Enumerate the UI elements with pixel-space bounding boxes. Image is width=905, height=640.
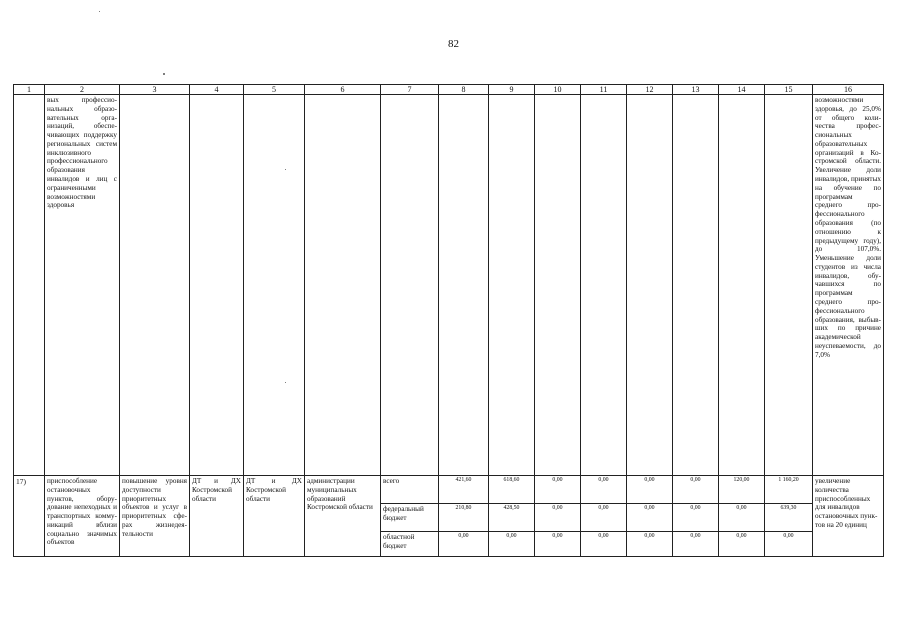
column-number: 7 <box>381 85 439 95</box>
event-description: вых профессиональных образовательных организаций, обеспечивающих поддержку региональных систем инклюзивного профессионального образования инвалидов и лиц с ограниченными возможностями здоровья <box>45 95 120 476</box>
funding-value: 0,00 <box>535 504 581 532</box>
column-number: 13 <box>673 85 719 95</box>
table-cell <box>719 95 765 476</box>
column-number-row <box>14 85 884 95</box>
funding-value: 210,80 <box>439 504 489 532</box>
funding-source: федеральный бюджет <box>381 504 439 532</box>
funding-value: 0,00 <box>439 532 489 557</box>
funding-table <box>13 84 884 557</box>
funding-value: 0,00 <box>719 532 765 557</box>
column-number: 3 <box>120 85 190 95</box>
funding-value: 0,00 <box>581 504 627 532</box>
funding-source: областной бюджет <box>381 532 439 557</box>
funding-value: 0,00 <box>489 532 535 557</box>
page-number: 82 <box>448 38 459 50</box>
column-number: 6 <box>305 85 381 95</box>
participants: администрации муниципальных образований Костромской области <box>305 476 381 557</box>
event-goal: повышение уровня доступности приоритетных объектов и услуг в приоритетных сферах жизнедеятельности <box>120 476 190 557</box>
funding-value: 0,00 <box>535 532 581 557</box>
event-description: приспособление остановочных пунктов, оборудование непеходных и транспортных коммуникаций вблизи социально значимых объектов <box>45 476 120 557</box>
scan-speck <box>99 11 100 12</box>
funding-value: 0,00 <box>765 532 813 557</box>
table-cell <box>439 95 489 476</box>
table-row <box>14 95 884 476</box>
funding-value: 0,00 <box>673 532 719 557</box>
co-executor: ДТ и ДХ Костромской области <box>244 476 305 557</box>
table-cell <box>627 95 673 476</box>
column-number: 15 <box>765 85 813 95</box>
table-cell <box>489 95 535 476</box>
column-number: 12 <box>627 85 673 95</box>
table-cell <box>581 95 627 476</box>
funding-value: 0,00 <box>719 504 765 532</box>
funding-value: 639,30 <box>765 504 813 532</box>
table-cell <box>14 95 45 476</box>
funding-value: 0,00 <box>535 476 581 504</box>
column-number: 16 <box>813 85 884 95</box>
column-number: 4 <box>190 85 244 95</box>
funding-value: 120,00 <box>719 476 765 504</box>
table-cell <box>765 95 813 476</box>
table-cell <box>381 95 439 476</box>
funding-source: всего <box>381 476 439 504</box>
expected-result: возможностями здоровья, до 25,0% от общего количества профессиональных образовательных организаций в Костромской области. Увеличение доли инвалидов, принятых на обучение по программам среднего профессионального образования (по отношению к предыдущему году), до 107,0%. Уменьшение доли студентов из числа инвалидов, обучавшихся по программам среднего профессионального образования, выбывших по причине академической неуспеваемости, до 7,0% <box>813 95 884 476</box>
column-number: 11 <box>581 85 627 95</box>
funding-value: 0,00 <box>673 476 719 504</box>
table-cell <box>120 95 190 476</box>
funding-value: 1 160,20 <box>765 476 813 504</box>
funding-value: 0,00 <box>627 504 673 532</box>
funding-value: 428,50 <box>489 504 535 532</box>
column-number: 9 <box>489 85 535 95</box>
column-number: 8 <box>439 85 489 95</box>
responsible-executor: ДТ и ДХ Костромской области <box>190 476 244 557</box>
scan-speck <box>163 73 165 75</box>
column-number: 1 <box>14 85 45 95</box>
funding-value: 0,00 <box>627 476 673 504</box>
funding-value: 0,00 <box>581 476 627 504</box>
column-number: 2 <box>45 85 120 95</box>
funding-value: 618,60 <box>489 476 535 504</box>
expected-result: увеличение количества приспособленных для инвалидов остановочных пунктов на 20 единиц <box>813 476 884 557</box>
row-number: 17) <box>14 476 45 557</box>
funding-value: 421,60 <box>439 476 489 504</box>
funding-value: 0,00 <box>673 504 719 532</box>
table-cell <box>190 95 244 476</box>
table-cell <box>673 95 719 476</box>
table-cell <box>305 95 381 476</box>
table-cell <box>244 95 305 476</box>
table-row <box>14 476 884 504</box>
funding-value: 0,00 <box>581 532 627 557</box>
funding-value: 0,00 <box>627 532 673 557</box>
table-cell <box>535 95 581 476</box>
column-number: 14 <box>719 85 765 95</box>
column-number: 10 <box>535 85 581 95</box>
column-number: 5 <box>244 85 305 95</box>
